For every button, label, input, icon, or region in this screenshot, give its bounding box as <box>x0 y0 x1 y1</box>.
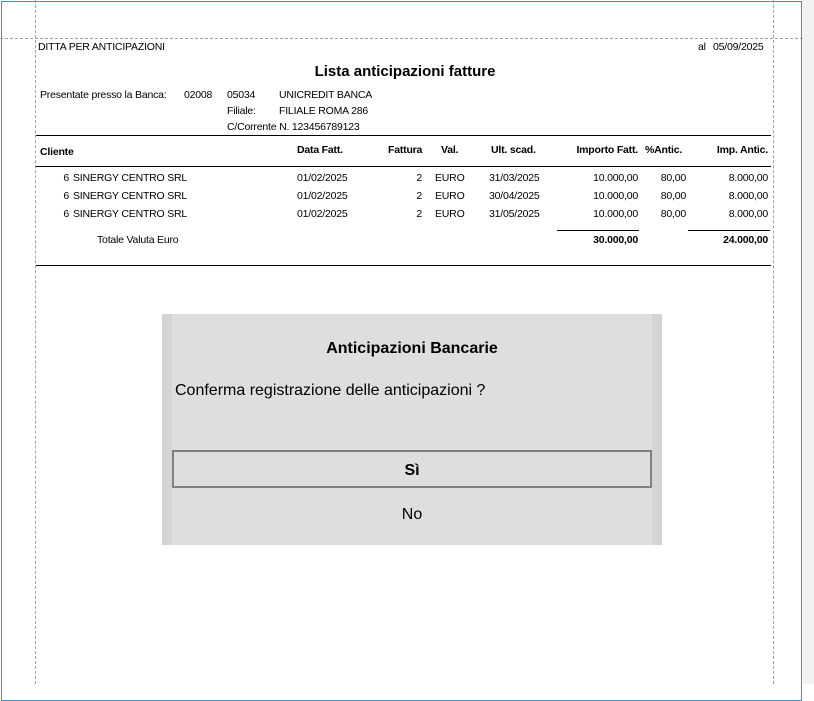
top-margin-guide <box>0 38 803 39</box>
client-name: SINERGY CENTRO SRL <box>73 208 188 220</box>
table-top-rule <box>36 135 771 136</box>
no-button[interactable]: No <box>401 506 423 523</box>
report-title: Lista anticipazioni fatture <box>314 63 496 80</box>
report-date: 05/09/2025 <box>713 41 764 53</box>
dialog-body <box>172 314 652 545</box>
account-number: C/Corrente N. 123456789123 <box>227 121 360 133</box>
col-header-perc-antic: %Antic. <box>645 144 683 156</box>
total-amount: 30.000,00 <box>593 234 638 246</box>
invoice-amount: 10.000,00 <box>593 208 638 220</box>
header-bottom-rule <box>36 166 771 167</box>
dialog-message: Conferma registrazione delle anticipazioni ? <box>175 382 486 399</box>
client-code: 6 <box>63 208 69 220</box>
col-header-valuta: Val. <box>441 144 459 156</box>
advance-percent: 80,00 <box>660 190 686 202</box>
total-advance: 24.000,00 <box>723 234 768 246</box>
advance-percent: 80,00 <box>660 208 686 220</box>
branch-name: FILIALE ROMA 286 <box>279 105 369 117</box>
invoice-date: 01/02/2025 <box>297 172 348 184</box>
col-header-cliente: Cliente <box>40 146 74 158</box>
yes-button[interactable]: Sì <box>172 450 652 488</box>
advance-amount: 8.000,00 <box>728 172 768 184</box>
client-code: 6 <box>63 172 69 184</box>
bank-name: UNICREDIT BANCA <box>279 89 373 101</box>
advance-amount: 8.000,00 <box>728 208 768 220</box>
invoice-number: 2 <box>416 172 422 184</box>
right-margin-guide <box>773 0 774 684</box>
currency: EURO <box>435 190 465 202</box>
abi-code: 02008 <box>184 89 213 101</box>
col-header-data-fatt: Data Fatt. <box>297 144 343 156</box>
invoice-number: 2 <box>416 190 422 202</box>
currency: EURO <box>435 208 465 220</box>
left-margin-guide <box>35 0 36 684</box>
company-name: DITTA PER ANTICIPAZIONI <box>38 41 165 53</box>
due-date: 31/05/2025 <box>489 208 540 220</box>
client-code: 6 <box>63 190 69 202</box>
due-date: 30/04/2025 <box>489 190 540 202</box>
advance-percent: 80,00 <box>660 172 686 184</box>
col-header-ult-scad: Ult. scad. <box>491 144 536 156</box>
date-prefix: al <box>698 41 706 53</box>
scrollbar-track[interactable] <box>803 0 814 684</box>
dialog-title: Anticipazioni Bancarie <box>326 340 498 357</box>
bank-label: Presentate presso la Banca: <box>40 89 167 101</box>
client-name: SINERGY CENTRO SRL <box>73 172 188 184</box>
col-header-imp-antic: Imp. Antic. <box>716 144 768 156</box>
invoice-amount: 10.000,00 <box>593 190 638 202</box>
confirm-dialog <box>162 314 662 545</box>
invoice-amount: 10.000,00 <box>593 172 638 184</box>
advance-amount: 8.000,00 <box>728 190 768 202</box>
table-bottom-rule <box>36 265 771 266</box>
col-header-fattura: Fattura <box>388 144 423 156</box>
branch-label: Filiale: <box>227 105 256 117</box>
total-advance-rule <box>688 230 770 231</box>
col-header-importo: Importo Fatt. <box>576 144 638 156</box>
total-amount-rule <box>557 230 639 231</box>
currency: EURO <box>435 172 465 184</box>
invoice-date: 01/02/2025 <box>297 208 348 220</box>
total-label: Totale Valuta Euro <box>97 234 179 246</box>
client-name: SINERGY CENTRO SRL <box>73 190 188 202</box>
cab-code: 05034 <box>227 89 256 101</box>
invoice-date: 01/02/2025 <box>297 190 348 202</box>
due-date: 31/03/2025 <box>489 172 540 184</box>
invoice-number: 2 <box>416 208 422 220</box>
